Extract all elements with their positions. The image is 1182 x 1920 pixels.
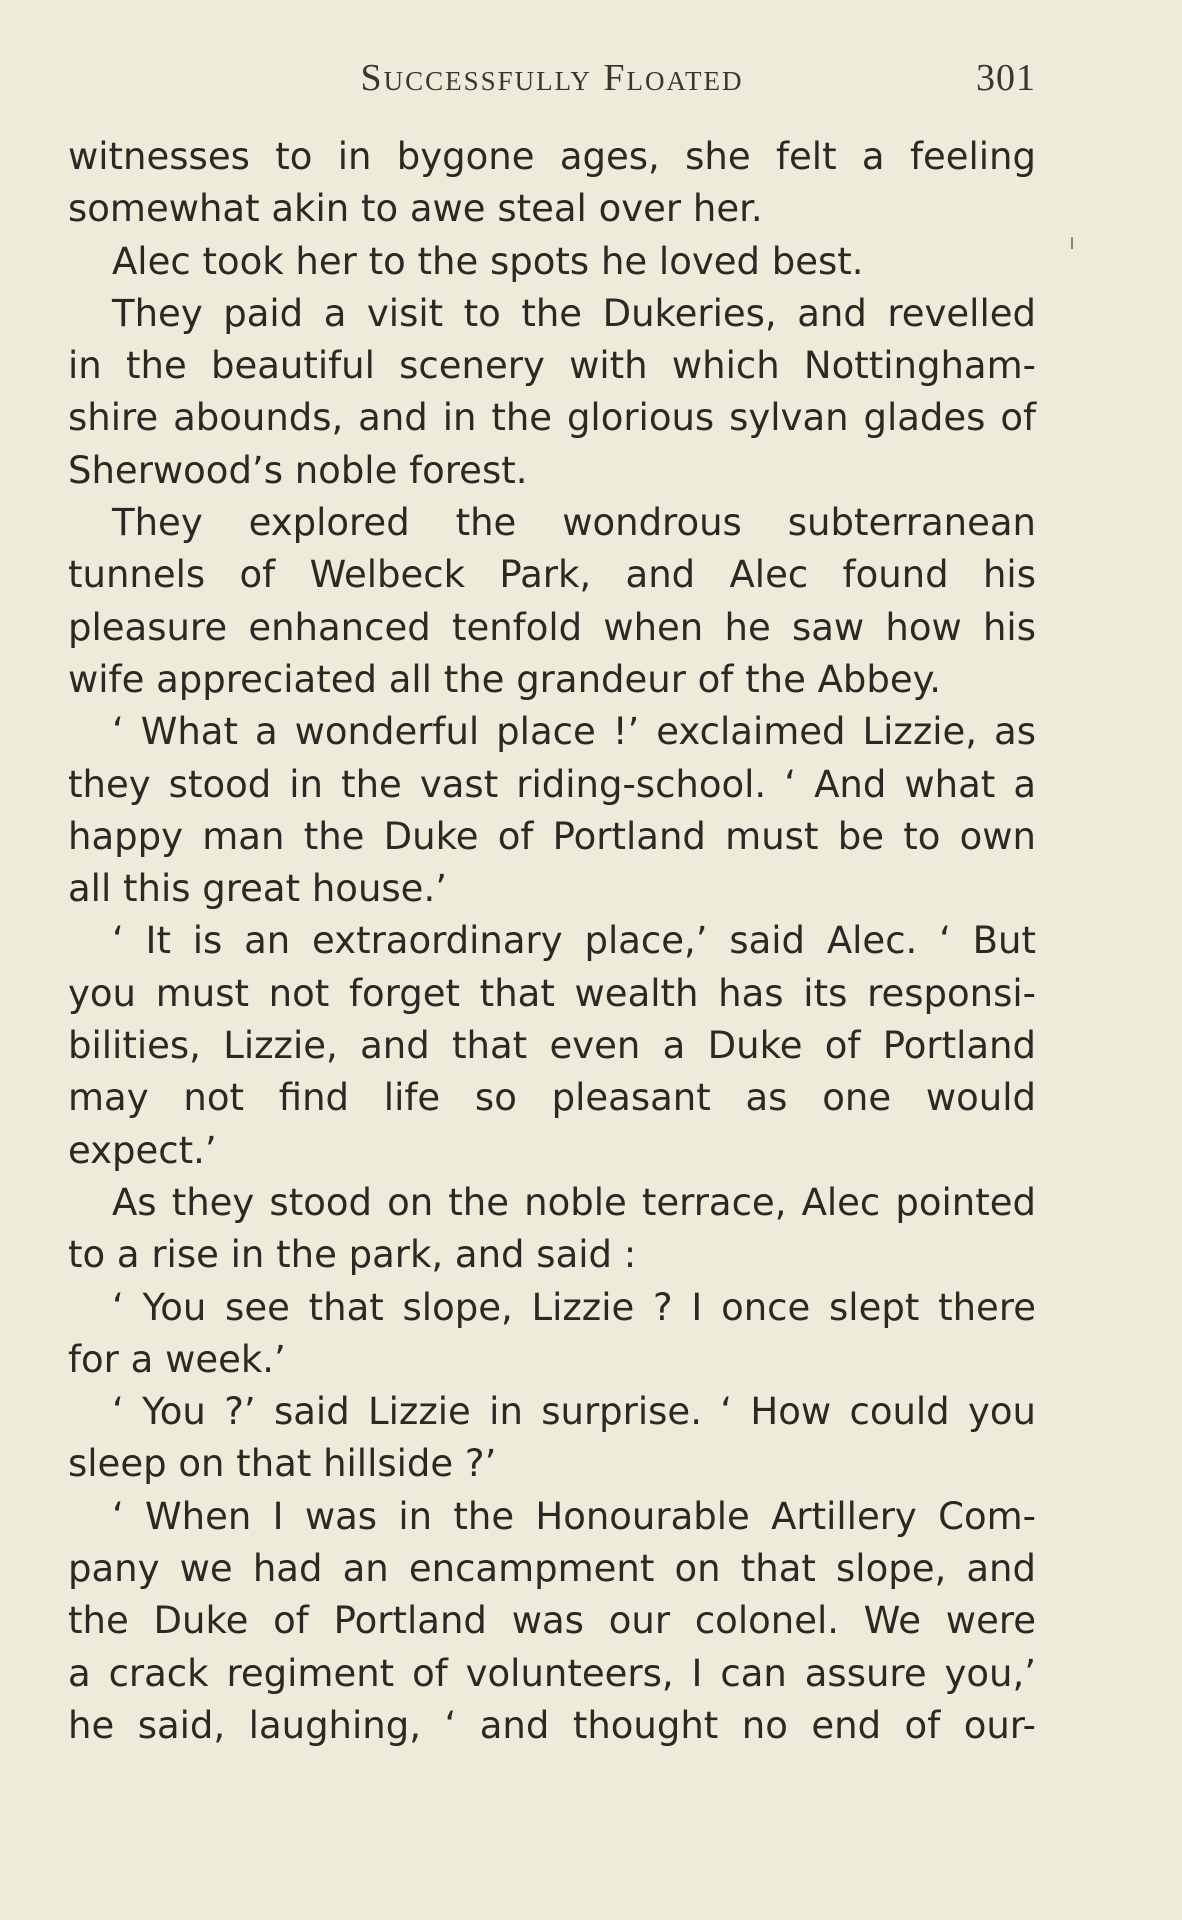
text-line: ‘ When I was in the Honourable Artillery Com- xyxy=(112,1494,1036,1538)
text-line: to a rise in the park, and said : xyxy=(68,1233,637,1277)
text-line: in the beautiful scenery with which Nottingham- xyxy=(68,344,1036,388)
print-speck xyxy=(1071,237,1073,249)
text-line: ‘ You ?’ said Lizzie in surprise. ‘ How could you xyxy=(112,1390,1036,1434)
text-line: all this great house.’ xyxy=(68,867,447,911)
text-line: they stood in the vast riding-school. ‘ And what a xyxy=(68,762,1036,806)
page-number: 301 xyxy=(976,57,1036,99)
text-line: As they stood on the noble terrace, Alec pointed xyxy=(112,1180,1036,1224)
text-line: ‘ It is an extraordinary place,’ said Alec. ‘ But xyxy=(112,919,1036,963)
text-line: wife appreciated all the grandeur of the Abbey. xyxy=(68,657,942,701)
text-line: somewhat akin to awe steal over her. xyxy=(68,187,763,231)
text-line: for a week.’ xyxy=(68,1337,286,1381)
text-line: you must not forget that wealth has its responsi- xyxy=(68,971,1036,1015)
text-line: tunnels of Welbeck Park, and Alec found his xyxy=(68,553,1036,597)
text-line: a crack regiment of volunteers, I can assure you,’ xyxy=(68,1651,1036,1695)
running-head xyxy=(68,56,1036,106)
text-line: he said, laughing, ‘ and thought no end of our- xyxy=(68,1703,1036,1747)
text-line: pany we had an encampment on that slope, and xyxy=(68,1547,1036,1591)
text-line: Alec took her to the spots he loved best. xyxy=(112,239,864,283)
text-line: ‘ What a wonderful place !’ exclaimed Lizzie, as xyxy=(112,710,1036,754)
running-title: Successfully Floated xyxy=(360,57,744,99)
text-line: expect.’ xyxy=(68,1128,217,1172)
text-line: pleasure enhanced tenfold when he saw how his xyxy=(68,605,1036,649)
text-line: shire abounds, and in the glorious sylvan glades of xyxy=(68,396,1036,440)
text-line: bilities, Lizzie, and that even a Duke of Portland xyxy=(68,1024,1036,1068)
text-line: They explored the wondrous subterranean xyxy=(112,501,1036,545)
body-text xyxy=(68,131,1036,1752)
text-line: happy man the Duke of Portland must be to own xyxy=(68,814,1036,858)
text-line: sleep on that hillside ?’ xyxy=(68,1442,497,1486)
text-line: witnesses to in bygone ages, she felt a feeling xyxy=(68,135,1036,178)
text-line: Sherwood’s noble forest. xyxy=(68,448,528,492)
text-line: the Duke of Portland was our colonel. We were xyxy=(68,1599,1036,1643)
text-line: ‘ You see that slope, Lizzie ? I once slept there xyxy=(112,1285,1036,1329)
text-line: may not find life so pleasant as one would xyxy=(68,1076,1036,1120)
text-line: They paid a visit to the Dukeries, and revelled xyxy=(112,291,1036,335)
